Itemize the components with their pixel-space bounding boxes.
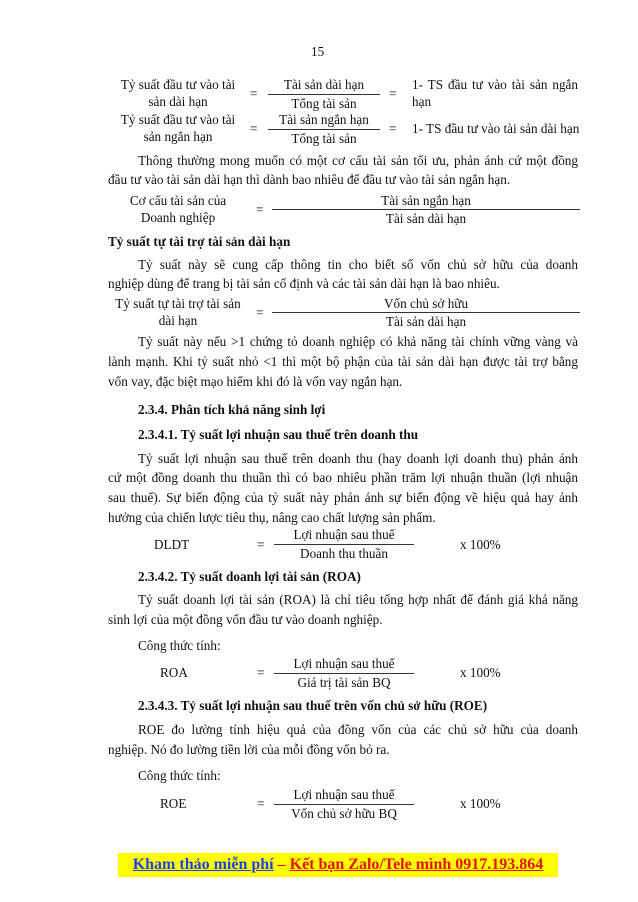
- subsection-heading: 2.3.4.2. Tỷ suất doanh lợi tài sản (ROA): [138, 569, 361, 584]
- fraction-bar: [268, 94, 380, 95]
- paragraph-line: lành mạnh. Khi tỷ suất nhỏ <1 thì một bộ phận của tài sản dài hạn được tài trợ bằng: [108, 354, 578, 369]
- formula-label-line1: Tỷ suất tự tài trợ tài sản: [115, 296, 241, 311]
- fraction-numerator: Lợi nhuận sau thuế: [293, 527, 395, 542]
- fraction-denominator: Tổng tài sản: [291, 96, 357, 111]
- equals-sign: =: [250, 121, 258, 136]
- fraction-bar: [274, 804, 414, 805]
- fraction-numerator: Tài sản dài hạn: [283, 77, 365, 92]
- fraction-denominator: Vốn chủ sở hữu BQ: [291, 806, 397, 821]
- paragraph-line: nghiệp. Nó đo lường tiền lời của mỗi đồng vốn bỏ ra.: [108, 742, 390, 757]
- paragraph-line: Tỷ suất doanh lợi tài sản (ROA) là chỉ tiêu tổng hợp nhất để đánh giá khả năng: [138, 592, 578, 607]
- formula-result-line2: hạn: [412, 94, 432, 109]
- equals-sign: =: [256, 305, 264, 320]
- fraction-numerator: Tài sản ngắn hạn: [279, 112, 369, 127]
- equals-sign: =: [257, 537, 265, 552]
- formula-label: ROE: [160, 796, 187, 811]
- fraction-bar: [272, 312, 580, 313]
- page-number: 15: [311, 44, 325, 59]
- formula-intro: Công thức tính:: [138, 768, 221, 783]
- footer-banner: [118, 853, 558, 877]
- fraction-numerator: Vốn chủ sở hữu: [383, 296, 469, 311]
- formula-result-line1: 1- TS đầu tư vào tài sản ngắn: [412, 77, 578, 92]
- formula-label-line2: sản ngắn hạn: [143, 129, 213, 144]
- fraction-numerator: Lợi nhuận sau thuế: [293, 656, 395, 671]
- formula-label-line2: Doanh nghiệp: [140, 210, 216, 225]
- section-heading: 2.3.4. Phân tích khả năng sinh lợi: [138, 402, 326, 417]
- fraction-numerator: Tài sản ngắn hạn: [381, 193, 471, 208]
- formula-label: ROA: [160, 665, 188, 680]
- equals-sign: =: [389, 86, 397, 101]
- formula-label-line2: sản dài hạn: [148, 94, 208, 109]
- footer-link-free[interactable]: Kham thảo miễn phí: [132, 856, 274, 873]
- paragraph-line: hưởng của chiến lược tiêu thụ, nâng cao chất lượng sản phẩm.: [108, 510, 436, 525]
- formula-intro: Công thức tính:: [138, 638, 221, 653]
- paragraph-line: cứ một đồng doanh thu thuần thì có bao nhiêu phần trăm lợi nhuận thuần (lợi nhuận: [108, 470, 578, 485]
- formula-multiplier: x 100%: [460, 796, 501, 811]
- footer-link-contact[interactable]: Kết bạn Zalo/Tele mình 0917.193.864: [289, 856, 544, 873]
- section-heading: Tỷ suất tự tài trợ tài sản dài hạn: [108, 234, 291, 249]
- paragraph-line: vốn vay, đặc biệt mạo hiểm khi đó là vốn vay ngắn hạn.: [108, 374, 403, 389]
- fraction-denominator: Tài sản dài hạn: [385, 314, 467, 329]
- formula-multiplier: x 100%: [460, 665, 501, 680]
- fraction-denominator: Giá trị tài sản BQ: [297, 675, 391, 690]
- equals-sign: =: [256, 202, 264, 217]
- subsection-heading: 2.3.4.1. Tỷ suất lợi nhuận sau thuế trên doanh thu: [138, 427, 419, 442]
- fraction-bar: [274, 544, 414, 545]
- fraction-bar: [272, 209, 580, 210]
- equals-sign: =: [250, 86, 258, 101]
- fraction-bar: [274, 673, 414, 674]
- formula-label-line1: Tỷ suất đầu tư vào tài: [120, 112, 236, 127]
- paragraph-line: sau thuế). Sự biến động của tỷ suất này phản ánh sự biến động về hiệu quả hay ảnh: [108, 490, 578, 505]
- equals-sign: =: [257, 796, 265, 811]
- formula-label-line2: dài hạn: [158, 313, 198, 328]
- paragraph-line: ROE đo lường tính hiệu quả của đồng vốn của các chủ sở hữu của doanh: [138, 722, 578, 737]
- paragraph-line: đầu tư vào tài sản dài hạn thì dành bao nhiêu để đầu tư vào tài sản ngắn hạn.: [108, 172, 511, 187]
- paragraph-line: nghiệp dùng để trang bị tài sản cố định và các tài sản dài hạn là bao nhiêu.: [108, 276, 500, 291]
- equals-sign: =: [257, 665, 265, 680]
- fraction-denominator: Tài sản dài hạn: [385, 211, 467, 226]
- footer-separator: –: [273, 856, 290, 873]
- paragraph-line: Tỷ suất này nếu >1 chứng tỏ doanh nghiệp có khả năng tài chính vững vàng và: [138, 334, 578, 349]
- formula-result: 1- TS đầu tư vào tài sản dài hạn: [412, 121, 580, 136]
- formula-multiplier: x 100%: [460, 537, 501, 552]
- fraction-numerator: Lợi nhuận sau thuế: [293, 787, 395, 802]
- equals-sign: =: [389, 121, 397, 136]
- fraction-denominator: Doanh thu thuần: [300, 546, 388, 561]
- formula-label-line1: Cơ cấu tài sản của: [129, 193, 227, 208]
- formula-label: DLDT: [154, 537, 190, 552]
- fraction-denominator: Tổng tài sản: [291, 131, 357, 146]
- paragraph-line: Thông thường mong muốn có một cơ cấu tài sản tối ưu, phản ánh cứ một đồng: [138, 153, 578, 168]
- subsection-heading: 2.3.4.3. Tỷ suất lợi nhuận sau thuế trên vốn chủ sở hữu (ROE): [138, 698, 488, 713]
- paragraph-line: Tỷ suất lợi nhuận sau thuế trên doanh thu (hay doanh lợi doanh thu) phản ánh: [138, 451, 578, 466]
- paragraph-line: Tỷ suất này sẽ cung cấp thông tin cho biết số vốn chủ sở hữu của doanh: [138, 257, 578, 272]
- formula-label-line1: Tỷ suất đầu tư vào tài: [120, 77, 236, 92]
- paragraph-line: sinh lợi của một đồng vốn đầu tư vào doanh nghiệp.: [108, 612, 383, 627]
- fraction-bar: [268, 129, 380, 130]
